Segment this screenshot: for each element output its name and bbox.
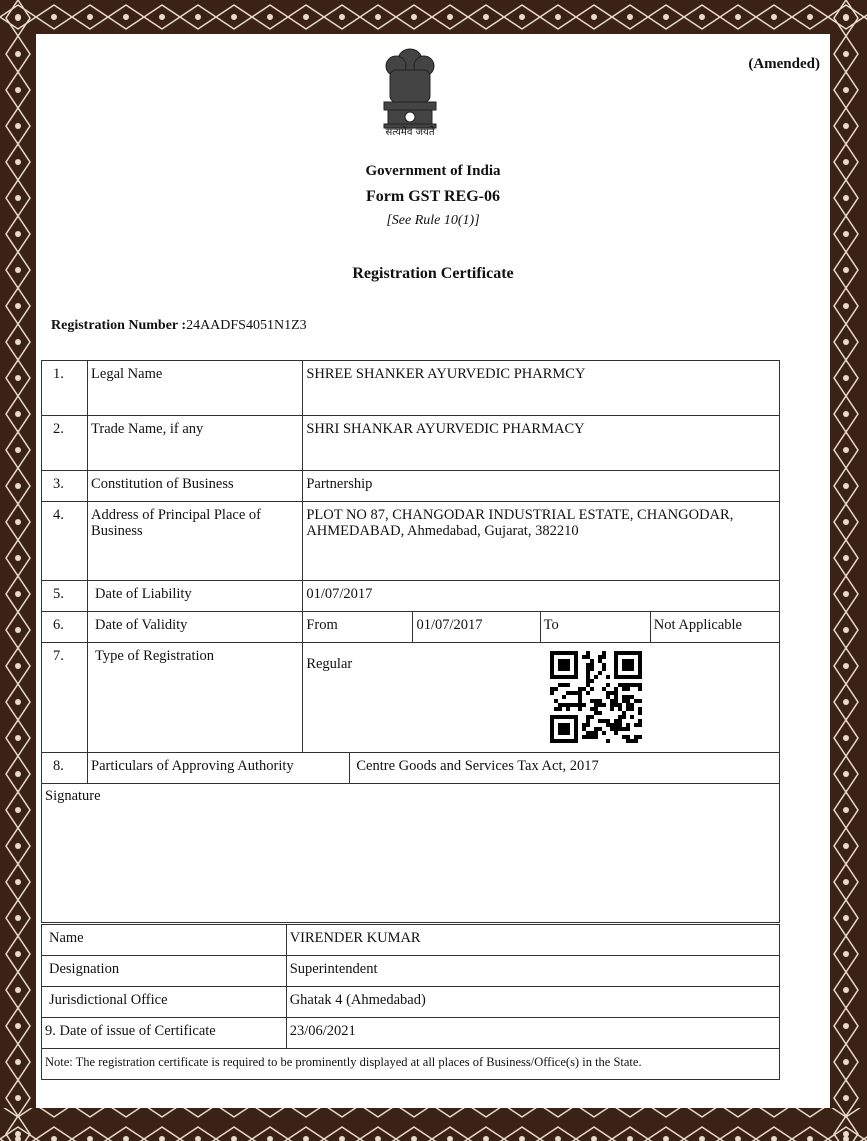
issue-date-value: 23/06/2021 <box>286 1018 779 1049</box>
approving-authority-value: Centre Goods and Services Tax Act, 2017 <box>350 753 780 784</box>
registration-number-value: 24AADFS4051N1Z3 <box>186 318 307 333</box>
details-table <box>41 360 780 784</box>
field-label: Date of Liability <box>88 581 303 612</box>
certificate-title: Registration Certificate <box>352 265 514 282</box>
validity-to-label: To <box>540 612 650 643</box>
registration-type-value: Regular <box>303 643 780 753</box>
table-row <box>42 1049 780 1080</box>
field-label: Legal Name <box>88 361 303 416</box>
designation-value: Superintendent <box>286 956 779 987</box>
table-row <box>42 581 780 612</box>
form-title: Form GST REG-06 <box>366 188 500 205</box>
table-row <box>42 471 780 502</box>
jurisdictional-office-value: Ghatak 4 (Ahmedabad) <box>286 987 779 1018</box>
field-label: Name <box>42 925 287 956</box>
field-label: Designation <box>42 956 287 987</box>
table-row <box>42 956 780 987</box>
row-number: 8. <box>42 753 88 784</box>
field-label: Jurisdictional Office <box>42 987 287 1018</box>
field-label: Particulars of Approving Authority <box>88 753 350 784</box>
trade-name-value: SHRI SHANKAR AYURVEDIC PHARMACY <box>303 416 780 471</box>
field-label: Type of Registration <box>88 643 303 753</box>
row-number: 7. <box>42 643 88 753</box>
emblem-motto: सत्यमेव जयते <box>385 127 435 138</box>
row-number: 2. <box>42 416 88 471</box>
row-number: 3. <box>42 471 88 502</box>
field-label: Address of Principal Place of Business <box>88 502 303 581</box>
field-label: Date of Validity <box>88 612 303 643</box>
row-number: 5. <box>42 581 88 612</box>
table-row <box>42 416 780 471</box>
registration-number-label: Registration Number : <box>51 318 187 333</box>
table-row <box>42 987 780 1018</box>
amended-label: (Amended) <box>748 56 820 72</box>
row-number: 6. <box>42 612 88 643</box>
validity-from-label: From <box>303 612 413 643</box>
legal-name-value: SHREE SHANKER AYURVEDIC PHARMCY <box>303 361 780 416</box>
validity-to-value: Not Applicable <box>650 612 779 643</box>
display-note: Note: The registration certificate is required to be prominently displayed at all places of Business/Office(s) in the State. <box>42 1049 780 1080</box>
signature-label: Signature <box>45 788 101 804</box>
liability-date-value: 01/07/2017 <box>303 581 780 612</box>
officer-table <box>41 924 780 1080</box>
field-label: Trade Name, if any <box>88 416 303 471</box>
certificate-paper <box>36 34 830 1108</box>
row-number: 1. <box>42 361 88 416</box>
government-heading: Government of India <box>365 163 501 179</box>
table-row <box>42 361 780 416</box>
field-label: 9. Date of issue of Certificate <box>42 1018 287 1049</box>
officer-name-value: VIRENDER KUMAR <box>286 925 779 956</box>
table-row <box>42 643 780 753</box>
registration-number <box>51 318 307 334</box>
table-row <box>42 925 780 956</box>
constitution-value: Partnership <box>303 471 780 502</box>
table-row <box>42 502 780 581</box>
field-label: Constitution of Business <box>88 471 303 502</box>
validity-from-value: 01/07/2017 <box>413 612 540 643</box>
rule-reference: [See Rule 10(1)] <box>386 213 480 228</box>
row-number: 4. <box>42 502 88 581</box>
table-row <box>42 753 780 784</box>
address-value: PLOT NO 87, CHANGODAR INDUSTRIAL ESTATE, CHANGODAR, AHMEDABAD, Ahmedabad, Gujarat, 382210 <box>303 502 780 581</box>
table-row <box>42 612 780 643</box>
table-row <box>42 1018 780 1049</box>
signature-box <box>41 782 780 923</box>
qr-code <box>550 651 642 743</box>
